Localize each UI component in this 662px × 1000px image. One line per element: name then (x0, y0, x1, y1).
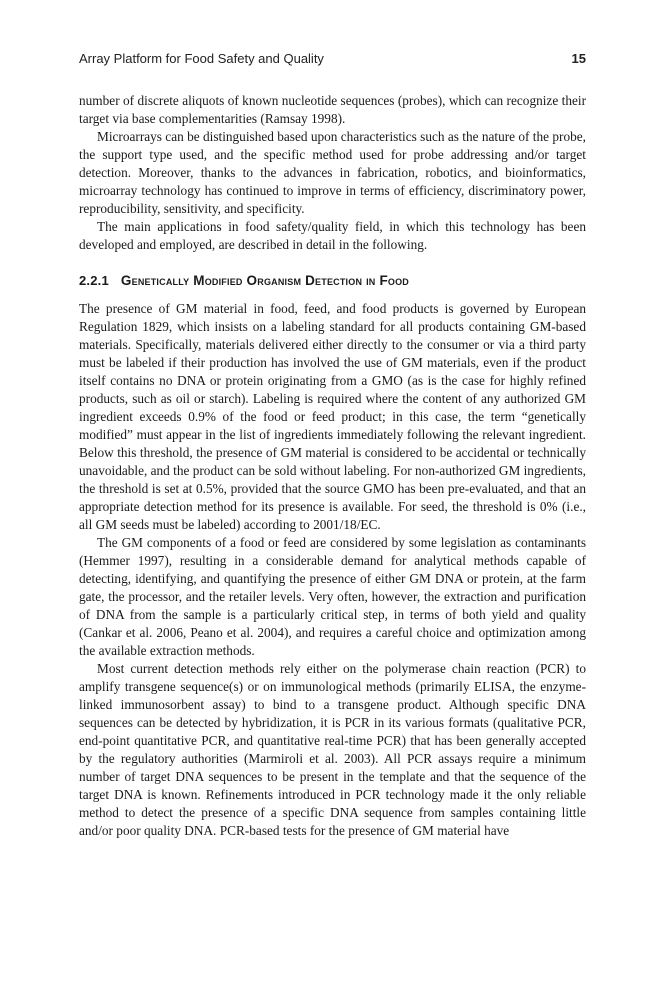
paragraph: number of discrete aliquots of known nucleotide sequences (probes), which can recognize their target via base complementarities (Ramsay 1998). (79, 93, 586, 126)
paragraph: The GM components of a food or feed are considered by some legislation as contaminants (Hemmer 1997), resulting in a considerable demand for analytical methods capable of detecting, identifying, and quantifying the presence of either GM DNA or protein, at the farm gate, the processor, and the retailer levels. Very often, however, the extraction and purification of DNA from the sample is a particularly critical step, in terms of both yield and quality (Cankar et al. 2006, Peano et al. 2004), and requires a careful choice and optimization among the available extraction methods. (79, 535, 586, 658)
section-heading (79, 272, 586, 290)
paragraph: The presence of GM material in food, feed, and food products is governed by European Regulation 1829, which insists on a labeling standard for all products containing GM-based materials. Specifically, materials delivered either directly to the consumer or via a third party must be labeled if their production has involved the use of GM materials, even if the product itself contains no DNA or protein originating from a GMO (as is the case for highly refined products, such as oil or starch). Labeling is required where the content of any authorized GM ingredient exceeds 0.9% of the food or feed product; in this case, the term “genetically modified” must appear in the list of ingredients immediately following the relevant ingredient. Below this threshold, the presence of GM material is considered to be accidental or technically unavoidable, and the product can be sold without labeling. For non-authorized GM ingredients, the threshold is set at 0.5%, provided that the source GMO has been pre-evaluated, and that an appropriate detection method for its presence is available. For seed, the threshold is 0% (i.e., all GM seeds must be labeled) according to 2001/18/EC. (79, 301, 587, 532)
section-number: 2.2.1 (79, 273, 109, 288)
paragraph: The main applications in food safety/quality field, in which this technology has been developed and employed, are described in detail in the following. (79, 219, 586, 252)
paragraph: Microarrays can be distinguished based upon characteristics such as the nature of the probe, the support type used, and the specific method used for probe addressing and/or target detection. Moreover, thanks to the advances in fabrication, robotics, and bioinformatics, microarray technology has continued to improve in terms of efficiency, discriminatory power, reproducibility, sensitivity, and specificity. (79, 129, 586, 216)
page-number: 15 (571, 51, 586, 66)
running-title: Array Platform for Food Safety and Quality (79, 51, 324, 66)
body-text (79, 92, 586, 840)
book-page (79, 0, 586, 1000)
section-title: Genetically Modified Organism Detection in Food (120, 273, 409, 288)
paragraph: Most current detection methods rely either on the polymerase chain reaction (PCR) to amplify transgene sequence(s) or on immunological methods (primarily ELISA, the enzyme-linked immunosorbent assay) to bind to a transgene product. Although specific DNA sequences can be detected by hybridization, it is PCR in its various formats (qualitative PCR, end-point quantitative PCR, and quantitative real-time PCR) that has been generally accepted by the regulatory authorities (Marmiroli et al. 2003). All PCR assays require a minimum number of target DNA sequences to be present in the template and that the sequence of the target DNA is known. Refinements introduced in PCR technology made it the only reliable method to detect the presence of a specific DNA sequence from samples containing little and/or poor quality DNA. PCR-based tests for the presence of GM material have (79, 661, 586, 838)
